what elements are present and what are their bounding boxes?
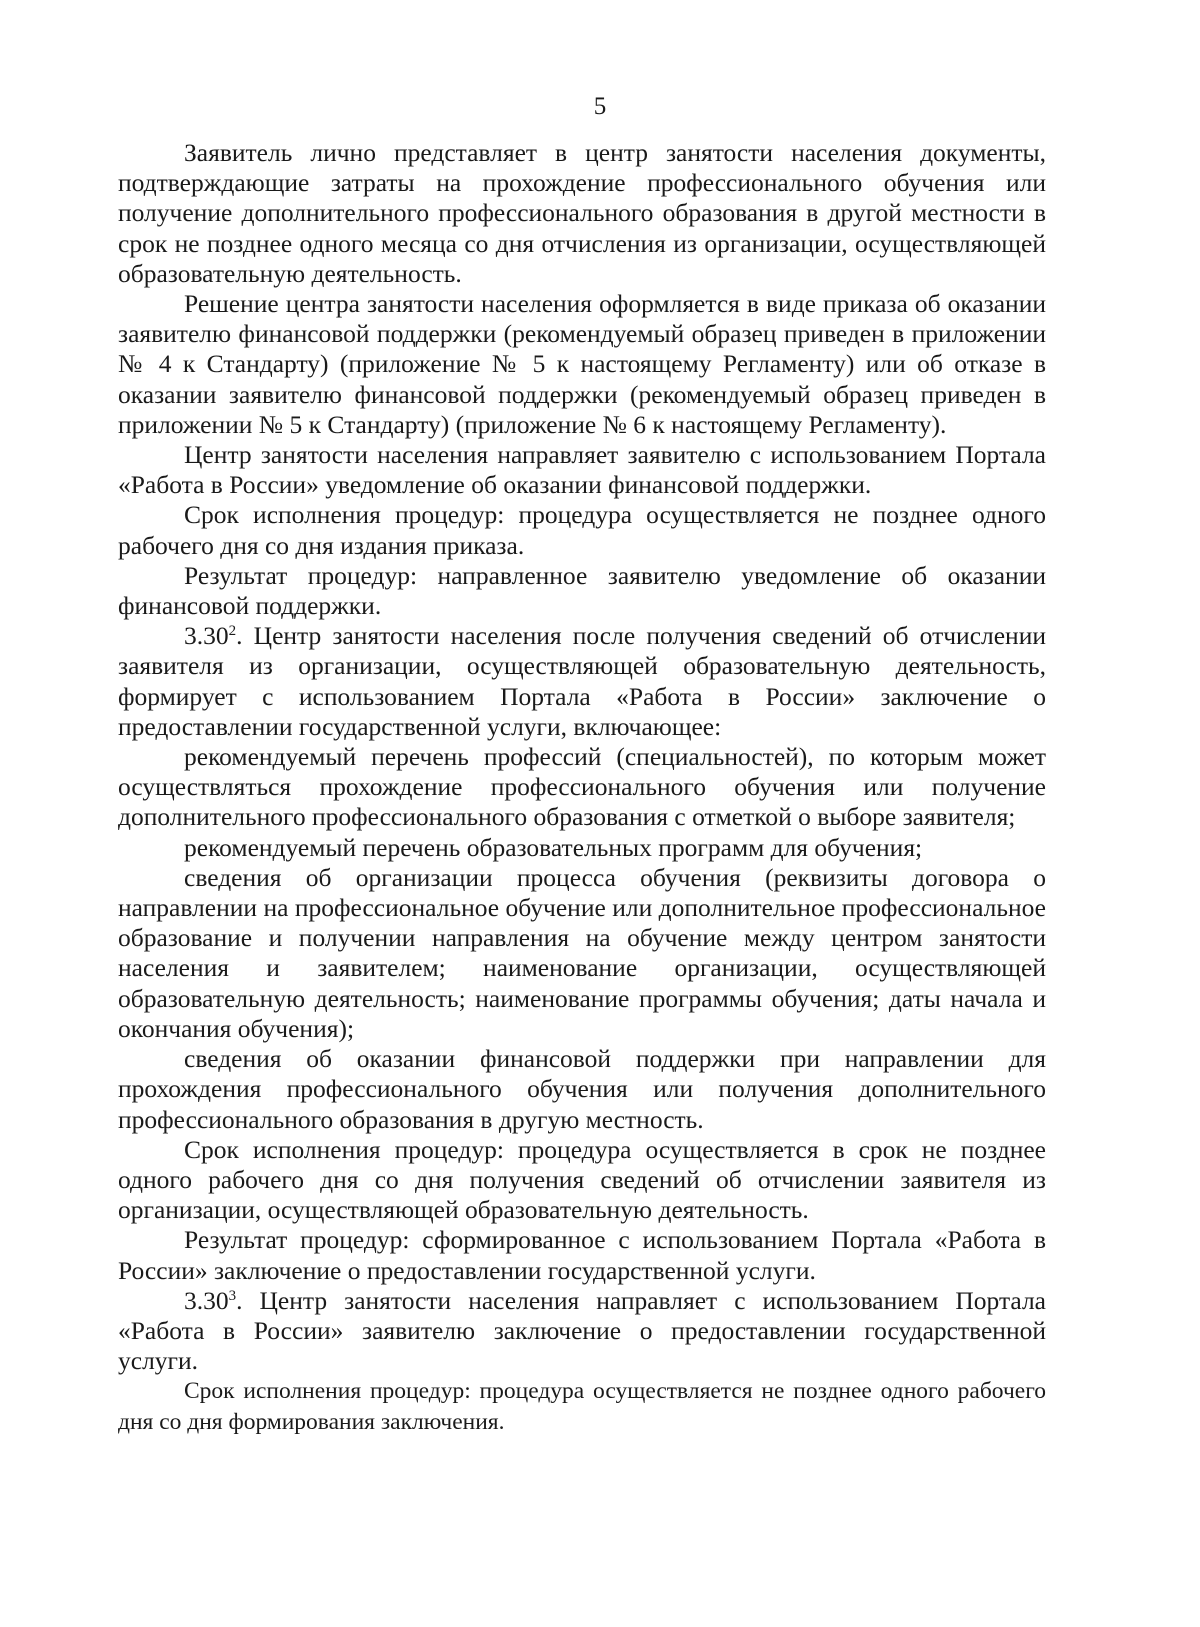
paragraph-deadline: Срок исполнения процедур: процедура осуществляется не позднее одного рабочего дня со дня издания приказа. (118, 500, 1046, 560)
list-item-programs: рекомендуемый перечень образовательных программ для обучения; (184, 832, 923, 862)
section-3-30-2 (118, 621, 1046, 742)
paragraph-deadline-3: Срок исполнения процедур: процедура осуществляется не позднее одного рабочего дня со дня формирования заключения. (118, 1378, 1046, 1435)
paragraph-deadline-2: Срок исполнения процедур: процедура осуществляется в срок не позднее одного рабочего дня со дня получения сведений об отчислении заявителя из организации, осуществляющей образовательную деятельность. (118, 1134, 1046, 1225)
paragraph-order-decision: Решение центра занятости населения оформляется в виде приказа об оказании заявителю финансовой поддержки (рекомендуемый образец приведен в приложении № 4 к Стандарту) (приложение № 5 к настоящему Регламенту) или об отказе в оказании заявителю финансовой поддержки (рекомендуемый образец приведен в приложении № 5 к Стандарту) (приложение № 6 к настоящему Регламенту). (118, 289, 1046, 439)
paragraph-notification: Центр занятости населения направляет заявителю с использованием Портала «Работа в России» уведомление об оказании финансовой поддержки. (118, 440, 1046, 500)
section-superscript: 2 (228, 623, 237, 640)
section-superscript: 3 (228, 1287, 237, 1304)
paragraph-documents-submission: Заявитель лично представляет в центр занятости населения документы, подтверждающие затраты на прохождение профессионального обучения или получение дополнительного профессионального образования в другой местности в срок не позднее одного месяца со дня отчисления из организации, осуществляющей образовательную деятельность. (118, 138, 1046, 288)
section-text: . Центр занятости населения направляет с использованием Портала «Работа в России» заявителю заключение о предоставлении государственной услуги. (118, 1285, 1046, 1376)
document-body (118, 138, 1046, 1437)
section-text: . Центр занятости населения после получения сведений об отчислении заявителя из организации, осуществляющей образовательную деятельность, формирует с использованием Портала «Работа в России» заключение о предоставлении государственной услуги, включающее: (118, 621, 1046, 741)
list-item-training-organization: сведения об организации процесса обучения (реквизиты договора о направлении на профессиональное обучение или дополнительное профессиональное образование и получении направления на обучение между центром занятости населения и заявителем; наименование организации, осуществляющей образовательную деятельность; наименование программы обучения; даты начала и окончания обучения); (118, 862, 1046, 1043)
section-3-30-3 (118, 1286, 1046, 1377)
list-item-financial-support: сведения об оказании финансовой поддержки при направлении для прохождения профессионального обучения или получения дополнительного профессионального образования в другую местность. (118, 1044, 1046, 1134)
page-number: 5 (593, 93, 607, 120)
section-number: 3.30 (184, 621, 229, 651)
paragraph-result-2: Результат процедур: сформированное с использованием Портала «Работа в России» заключение о предоставлении государственной услуги. (118, 1225, 1046, 1285)
list-item-professions: рекомендуемый перечень профессий (специальностей), по которым может осуществляться прохождение профессионального обучения или получение дополнительного профессионального образования с отметкой о выборе заявителя; (118, 742, 1046, 832)
section-number: 3.30 (184, 1285, 229, 1315)
paragraph-result: Результат процедур: направленное заявителю уведомление об оказании финансовой поддержки. (118, 560, 1046, 621)
